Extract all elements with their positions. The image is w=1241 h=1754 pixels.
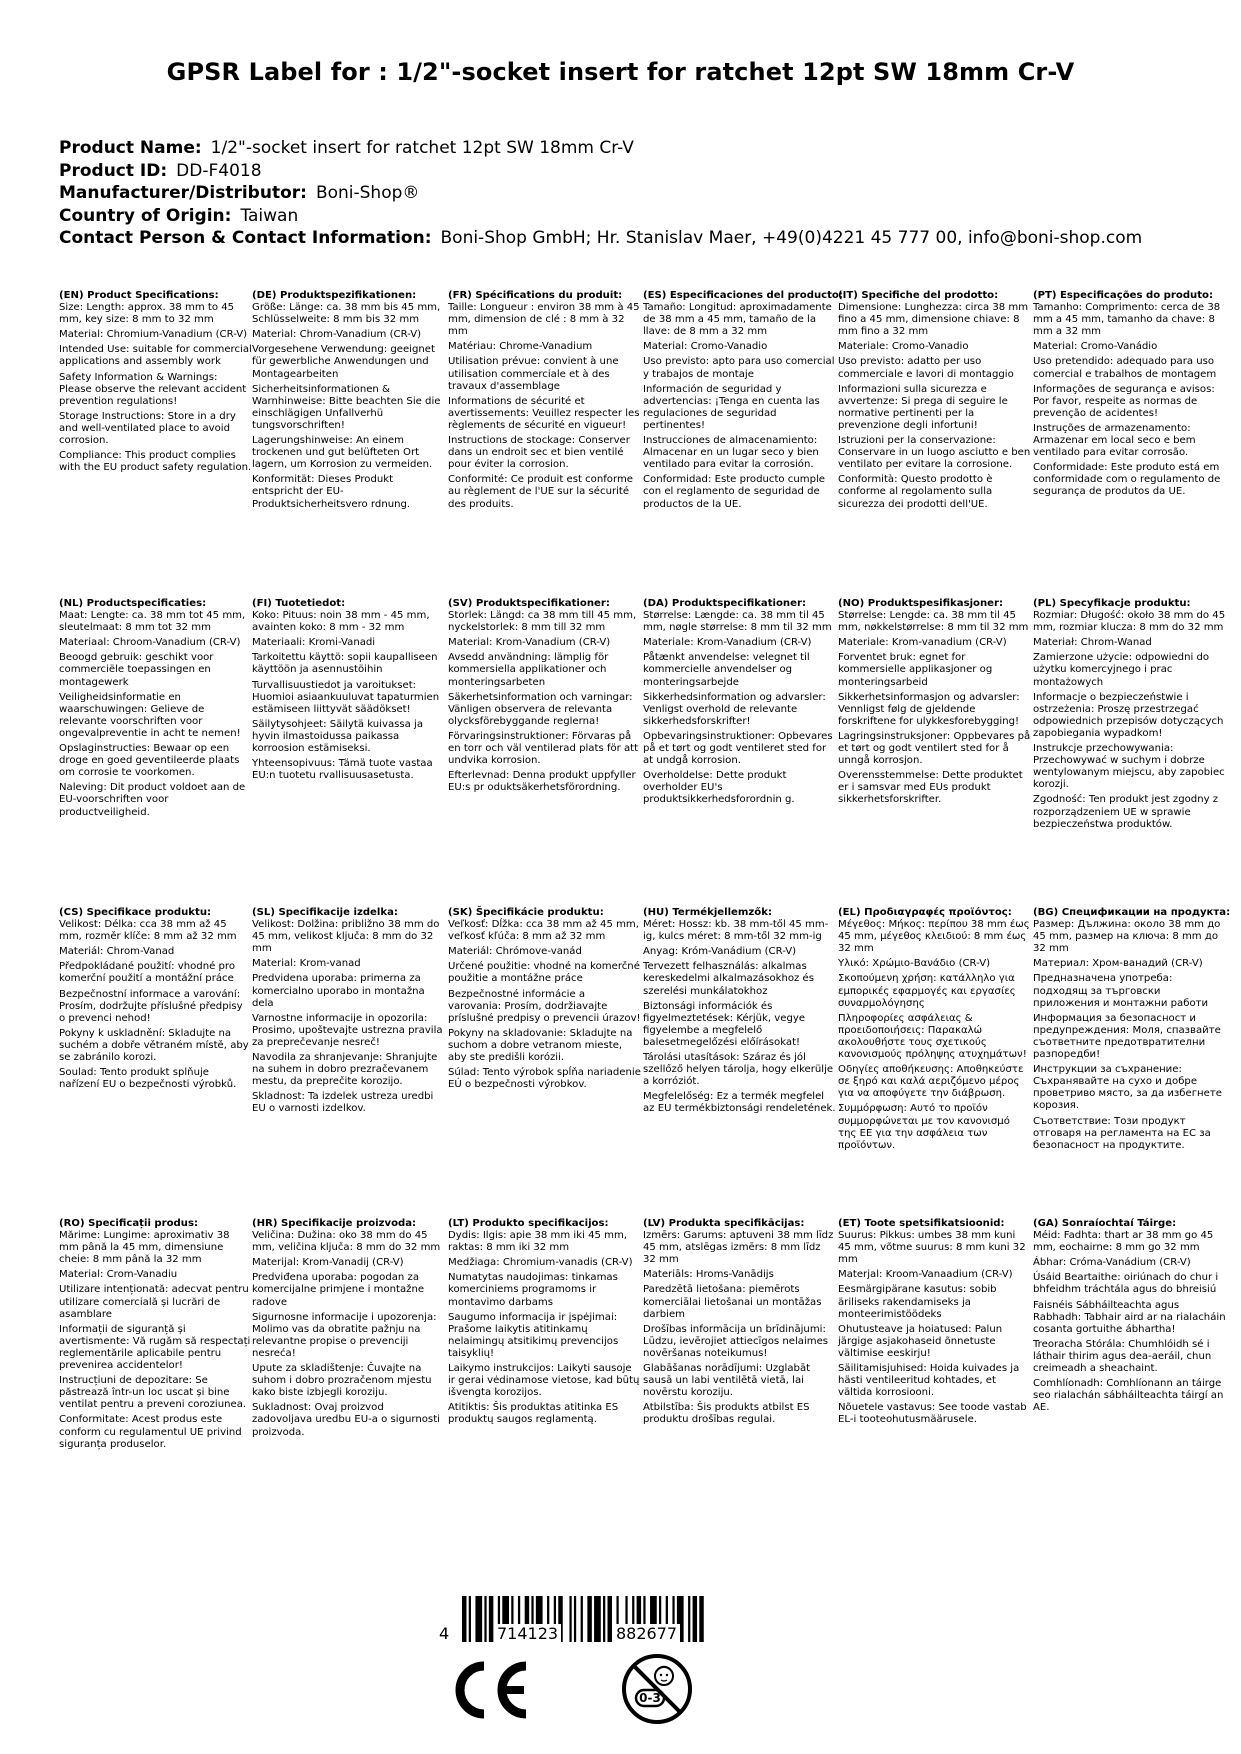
spec-paragraph: Lagringsinstruksjoner: Oppbevares på et tørt og godt ventilert sted for å unngå korrosjon. [838, 730, 1031, 767]
spec-paragraph: Påtænkt anvendelse: velegnet til kommercielle anvendelser og monteringsarbejde [643, 652, 810, 688]
spec-paragraph: Faisnéis Sábháilteachta agus Rabhadh: Tabhair aird ar na rialacháin cosanta gortuithe ábhartha! [1033, 1299, 1226, 1335]
spec-heading: (EL) Προδιαγραφές προϊόντος: [838, 907, 1012, 918]
spec-paragraph: Materiaali: Kromi-Vanadi [252, 637, 376, 649]
barcode-bar [581, 1596, 583, 1642]
spec-paragraph: Overensstemmelse: Dette produktet er i samsvar med EUs produkt sikkerhetsforskrifter. [838, 770, 1023, 806]
barcode-bar [475, 1596, 482, 1642]
spec-paragraph: Conformidad: Este producto cumple con el reglamento de seguridad de productos de la UE. [643, 474, 825, 510]
spec-paragraph: Úsáid Beartaithe: oiriúnach do chur i bhfeidhm tráchtála agus do bhreisiú [1033, 1272, 1219, 1296]
spec-paragraph: Utilisation prévue: convient à une utilisation commerciale et à des travaux d'assemblage [448, 356, 619, 392]
spec-paragraph: Uso pretendido: adequado para uso comercial e trabalhos de montagem [1033, 356, 1217, 380]
barcode-bar [688, 1596, 690, 1642]
spec-section [252, 598, 445, 785]
spec-paragraph: Säkerhetsinformation och varningar: Vänligen observera de relevanta olycksförebyggande reglerna! [448, 691, 633, 727]
product-name-row: Product Name: 1/2"-socket insert for ratchet 12pt SW 18mm Cr-V [59, 138, 634, 158]
barcode-bar [462, 1596, 466, 1642]
barcode-bar [608, 1596, 612, 1642]
barcode-bar [469, 1596, 471, 1642]
spec-paragraph: Информация за безопасност и предупреждения: Моля, спазвайте съответните предотвратителни разпоредби! [1033, 1012, 1221, 1061]
spec-paragraph: Instruções de armazenamento: Armazenar em local seco e bem ventilado para evitar corrosão. [1033, 422, 1196, 459]
spec-paragraph: Pokyny k uskladnění: Skladujte na suchém a dobře větraném místě, aby se zabránilo korozi. [59, 1027, 249, 1064]
spec-section [1033, 598, 1226, 834]
spec-paragraph: Ábhar: Cróma-Vanádium (CR-V) [1033, 1257, 1191, 1269]
spec-heading: (CS) Specifikace produktu: [59, 907, 212, 918]
spec-paragraph: Turvallisuustiedot ja varoitukset: Huomioi asiaankuuluvat tapaturmien estämiseen liittyvät säädökset! [252, 679, 440, 715]
spec-paragraph: Sikkerhetsinformasjon og advarsler: Vennligst følg de gjeldende forskriftene for ulykkesforebygging! [838, 691, 1020, 727]
spec-paragraph: Uso previsto: apto para uso comercial y trabajos de montaje [643, 356, 835, 380]
spec-paragraph: Storage Instructions: Store in a dry and well-ventilated place to avoid corrosion. [59, 410, 236, 447]
spec-paragraph: Material: Cromo-Vanadio [643, 341, 768, 353]
spec-paragraph: Σκοπούμενη χρήση: κατάλληλο για εμπορικές εφαρμογές και εργασίες συναρμολόγησης [838, 973, 1016, 1009]
barcode-bar [569, 1596, 571, 1642]
spec-paragraph: Tamanho: Comprimento: cerca de 38 mm a 45 mm, tamanho da chave: 8 mm a 32 mm [1033, 302, 1221, 338]
spec-paragraph: Predvidena uporaba: primerna za komercialno uporabo in montažna dela [252, 973, 425, 1009]
spec-paragraph: Biztonsági információk és figyelmeztetések: Kérjük, vegye figyelembe a megfelelő balesetmegelőzési előírásokat! [643, 1000, 806, 1048]
spec-paragraph: Mărime: Lungime: aproximativ 38 mm până la 45 mm, dimensiune cheie: 8 mm până la 32 mm [59, 1230, 230, 1266]
spec-paragraph: Nõuetele vastavus: See toode vastab EL-i tooteohutusmäärusele. [838, 1402, 1027, 1426]
spec-paragraph: Varnostne informacije in opozorila: Prosimo, upoštevajte ustrezna pravila za preprečevanje nesreč! [252, 1012, 443, 1048]
spec-paragraph: Zgodność: Ten produkt jest zgodny z rozporządzeniem UE w sprawie bezpieczeństwa produktów. [1033, 794, 1219, 830]
spec-paragraph: Tervezett felhasználás: alkalmas kereskedelmi alkalmazásokhoz és szerelési munkálatokhoz [643, 961, 815, 997]
spec-paragraph: Materiale: Krom-vanadium (CR-V) [838, 637, 1007, 649]
spec-paragraph: Material: Krom-vanad [252, 958, 361, 970]
spec-heading: (SL) Specifikacije izdelka: [252, 907, 398, 918]
spec-paragraph: Veľkosť: Dĺžka: cca 38 mm až 45 mm, veľkosť kľúča: 8 mm až 32 mm [448, 919, 639, 943]
spec-paragraph: Tamaño: Longitud: aproximadamente de 38 mm a 45 mm, tamaño de la llave: de 8 mm a 32 mm [643, 302, 832, 338]
spec-section [838, 907, 1031, 1155]
product-info [59, 137, 1142, 250]
spec-paragraph: Matériau: Chrome-Vanadium [448, 341, 593, 353]
spec-paragraph: Koko: Pituus: noin 38 mm - 45 mm, avainten koko: 8 mm - 32 mm [252, 610, 430, 634]
spec-paragraph: Sicherheitsinformationen & Warnhinweise: Bitte beachten Sie die einschlägigen Unfallverhü tungsvorschriften! [252, 383, 441, 431]
spec-paragraph: Numatytas naudojimas: tinkamas komerciniems programoms ir montavimo darbams [448, 1272, 618, 1308]
spec-paragraph: Glabāšanas norādījumi: Uzglabāt sausā un labi ventilētā vietā, lai novērstu koroziju. [643, 1363, 811, 1399]
contact-row: Contact Person & Contact Information: Boni-Shop GmbH; Hr. Stanislav Maer, +49(0)4221 45 777 00, info@boni-shop.com [59, 228, 1143, 248]
spec-section [643, 1218, 836, 1430]
spec-paragraph: Tarkoitettu käyttö: sopii kaupalliseen käyttöön ja asennustöihin [252, 652, 438, 676]
manufacturer-row: Manufacturer/Distributor: Boni-Shop® [59, 183, 420, 203]
spec-paragraph: Určené použitie: vhodné na komerčné použitie a montážne práce [448, 961, 640, 985]
spec-paragraph: Uso previsto: adatto per uso commerciale e lavori di montaggio [838, 356, 1014, 380]
spec-heading: (GA) Sonraíochtaí Táirge: [1033, 1218, 1177, 1229]
spec-heading: (PT) Especificações do produto: [1033, 290, 1214, 301]
barcode-bar [574, 1596, 576, 1642]
spec-paragraph: Méid: Fadhta: thart ar 38 mm go 45 mm, eochairne: 8 mm go 32 mm [1033, 1230, 1214, 1254]
spec-paragraph: Předpokládané použití: vhodné pro komerční použití a montážní práce [59, 961, 236, 985]
age-label: 0-3 [639, 1691, 661, 1705]
spec-paragraph: Material: Cromo-Vanádio [1033, 341, 1158, 353]
spec-paragraph: Velikost: Dolžina: približno 38 mm do 45 mm, velikost ključa: 8 mm do 32 mm [252, 919, 440, 955]
spec-paragraph: Съответствие: Този продукт отговаря на регламента на ЕС за безопасност на продуктите. [1033, 1115, 1211, 1151]
spec-paragraph: Предназначена употреба: подходящ за търговски приложения и монтажни работи [1033, 973, 1209, 1009]
spec-paragraph: Atitiktis: Šis produktas atitinka ES produktų saugos reglamentą. [448, 1402, 619, 1426]
spec-paragraph: Intended Use: suitable for commercial applications and assembly work [59, 344, 252, 368]
spec-heading: (ES) Especificaciones del producto: [643, 290, 843, 301]
barcode-bar [699, 1596, 703, 1642]
spec-section [643, 598, 836, 810]
spec-section [59, 598, 252, 822]
spec-paragraph: Maat: Lengte: ca. 38 mm tot 45 mm, sleutelmaat: 8 mm tot 32 mm [59, 610, 246, 634]
spec-heading: (NO) Produktspesifikasjoner: [838, 598, 1004, 609]
spec-section [448, 290, 641, 514]
spec-paragraph: Conformitate: Acest produs este conform cu regulamentul UE privind siguranța produselor. [59, 1414, 242, 1450]
page-title: GPSR Label for : 1/2"-socket insert for ratchet 12pt SW 18mm Cr-V [166, 58, 1075, 86]
spec-paragraph: Säilitamisjuhised: Hoida kuivades ja hästi ventileeritud kohtades, et vältida korrosiooni. [838, 1363, 1020, 1399]
spec-heading: (HR) Specifikacije proizvoda: [252, 1218, 417, 1229]
spec-section [448, 598, 641, 797]
ce-mark-icon [448, 1660, 530, 1720]
spec-paragraph: Materiał: Chrom-Wanad [1033, 637, 1152, 649]
spec-paragraph: Suurus: Pikkus: umbes 38 mm kuni 45 mm, võtme suurus: 8 mm kuni 32 mm [838, 1230, 1026, 1266]
country-row: Country of Origin: Taiwan [59, 205, 299, 226]
not-for-children-0-3-icon [620, 1652, 694, 1726]
spec-heading: (EN) Product Specifications: [59, 290, 219, 301]
spec-paragraph: Material: Krom-Vanadium (CR-V) [448, 637, 611, 649]
spec-section [448, 907, 641, 1094]
barcode-bar [594, 1596, 601, 1642]
spec-paragraph: Informations de sécurité et avertissements: Veuillez respecter les règlements de sécurité en vigueur! [448, 395, 640, 431]
spec-section [1033, 290, 1226, 502]
spec-paragraph: Anyag: Króm-Vanádium (CR-V) [643, 946, 797, 958]
spec-paragraph: Atbilstība: Šis produkts atbilst ES produktu drošības regulai. [643, 1402, 810, 1426]
spec-paragraph: Medžiaga: Chromium-vanadis (CR-V) [448, 1257, 633, 1269]
spec-paragraph: Beoogd gebruik: geschikt voor commerciële toepassingen en montagewerk [59, 652, 214, 688]
spec-paragraph: Ohutusteave ja hoiatused: Palun järgige asjakohaseid õnnetuste vältimise eeskirju! [838, 1323, 1003, 1359]
spec-paragraph: Taille: Longueur : environ 38 mm à 45 mm, dimension de clé : 8 mm à 32 mm [448, 302, 640, 338]
spec-paragraph: Veiligheidsinformatie en waarschuwingen: Gelieve de relevante voorschriften voor ongevalpreventie in acht te nemen! [59, 691, 241, 739]
spec-paragraph: Informacje o bezpieczeństwie i ostrzeżenia: Proszę przestrzegać odpowiednich przepisów dotyczących zapobiegania wypadkom! [1033, 691, 1224, 739]
spec-heading: (PL) Specyfikacje produktu: [1033, 598, 1191, 609]
spec-paragraph: Dydis: Ilgis: apie 38 mm iki 45 mm, raktas: 8 mm iki 32 mm [448, 1230, 628, 1254]
spec-heading: (NL) Productspecificaties: [59, 598, 207, 609]
spec-paragraph: Velikost: Délka: cca 38 mm až 45 mm, rozměr klíče: 8 mm až 32 mm [59, 919, 237, 943]
spec-paragraph: Conformità: Questo prodotto è conforme al regolamento sulla sicurezza dei prodotti dell'UE. [838, 474, 993, 510]
spec-paragraph: Izmērs: Garums: aptuveni 38 mm līdz 45 mm, atslēgas izmērs: 8 mm līdz 32 mm [643, 1230, 834, 1266]
spec-paragraph: Material: Crom-Vanadiu [59, 1269, 178, 1281]
spec-heading: (SV) Produktspecifikationer: [448, 598, 610, 609]
spec-paragraph: Storlek: Längd: ca 38 mm till 45 mm, nyckelstorlek: 8 mm till 32 mm [448, 610, 637, 634]
country-of-origin: Taiwan [240, 205, 299, 226]
spec-heading: (DA) Produktspecifikationer: [643, 598, 806, 609]
spec-paragraph: Förvaringsinstruktioner: Förvaras på en torr och väl ventilerad plats för att undvika korrosion. [448, 730, 639, 767]
barcode-bar [484, 1596, 486, 1642]
spec-paragraph: Material: Chromium-Vanadium (CR-V) [59, 329, 248, 341]
spec-paragraph: Zamierzone użycie: odpowiedni do użytku komercyjnego i prac montażowych [1033, 652, 1210, 688]
spec-heading: (BG) Спецификации на продукта: [1033, 907, 1231, 918]
spec-paragraph: Skladnost: Ta izdelek ustreza uredbi EU o varnosti izdelkov. [252, 1091, 434, 1115]
spec-paragraph: Bezpečnostné informácie a varovania: Prosím, dodržiavajte príslušné predpisy o prevencii úrazov! [448, 988, 641, 1024]
manufacturer: Boni-Shop® [315, 183, 420, 203]
spec-paragraph: Størrelse: Længde: ca. 38 mm til 45 mm, nøgle størrelse: 8 mm til 32 mm [643, 610, 832, 634]
spec-section [643, 290, 843, 514]
spec-paragraph: Saugumo informacija ir įspėjimai: Prašome laikytis atitinkamų nelaimingų atsitikimų prevencijos taisyklių! [448, 1311, 619, 1359]
spec-paragraph: Forventet bruk: egnet for kommersielle applikasjoner og monteringsarbeid [838, 652, 993, 688]
spec-section [252, 1218, 445, 1442]
spec-paragraph: Säilytysohjeet: Säilytä kuivassa ja hyvin ilmastoidussa paikassa korroosion estämiseksi. [252, 718, 424, 755]
spec-paragraph: Dimensione: Lunghezza: circa 38 mm fino a 45 mm, dimensione chiave: 8 mm fino a 32 mm [838, 302, 1029, 338]
spec-paragraph: Yhteensopivuus: Tämä tuote vastaa EU:n tuotetu rvallisuusasetusta. [252, 758, 433, 782]
spec-paragraph: Navodila za shranjevanje: Shranjujte na suhem in dobro prezračevanem mestu, da preprečite korozijo. [252, 1052, 438, 1088]
spec-paragraph: Méret: Hossz: kb. 38 mm-től 45 mm-ig, kulcs méret: 8 mm-től 32 mm-ig [643, 919, 829, 943]
spec-paragraph: Conformidade: Este produto está em conformidade com o regulamento de segurança de produtos da UE. [1033, 462, 1221, 498]
spec-paragraph: Upute za skladištenje: Čuvajte na suhom i dobro prozračenom mjestu kako biste izbjegli koroziju. [252, 1363, 432, 1399]
spec-paragraph: Размер: Дължина: около 38 mm до 45 mm, размер на ключа: 8 mm до 32 mm [1033, 919, 1221, 955]
spec-paragraph: Pokyny na skladovanie: Skladujte na suchom a dobre vetranom mieste, aby ste predišli korózii. [448, 1027, 633, 1064]
spec-heading: (FR) Spécifications du produit: [448, 290, 623, 301]
barcode-digits-mid: 714123 [494, 1624, 561, 1643]
spec-paragraph: Treoracha Stórála: Chumhlóidh sé i láthair thirim agus dea-aeráil, chun creimeadh a sheachaint. [1033, 1338, 1212, 1375]
spec-paragraph: Vorgesehene Verwendung: geeignet für gewerbliche Anwendungen und Montagearbeiten [252, 344, 435, 380]
spec-paragraph: Informazioni sulla sicurezza e avvertenze: Si prega di seguire le normative pertinenti per la prevenzione degli infortuni! [838, 383, 1008, 431]
spec-paragraph: Utilizare intenționată: adecvat pentru utilizare comercială și lucrări de asamblare [59, 1284, 249, 1320]
spec-paragraph: Informações de segurança e avisos: Por favor, respeite as normas de prevenção de acidentes! [1033, 383, 1215, 419]
spec-paragraph: Conformité: Ce produit est conforme au règlement de l'UE sur la sécurité des produits. [448, 474, 633, 510]
spec-paragraph: Инструкции за съхранение: Съхранявайте на сухо и добре проветриво място, за да избегнете корозия. [1033, 1064, 1222, 1112]
spec-paragraph: Materijal: Krom-Vanadij (CR-V) [252, 1257, 404, 1269]
spec-paragraph: Efterlevnad: Denna produkt uppfyller EU:s pr oduktsäkerhetsförordning. [448, 770, 636, 794]
spec-paragraph: Overholdelse: Dette produkt overholder EU's produktsikkerhedsforordnin g. [643, 770, 795, 806]
spec-paragraph: Informații de siguranță și avertismente: Vă rugăm să respectați reglementările aplicabile pentru prevenirea accidentelor! [59, 1323, 251, 1372]
barcode-bar [603, 1596, 605, 1642]
product-id: DD-F4018 [176, 160, 262, 181]
spec-paragraph: Materiál: Chrom-Vanad [59, 946, 175, 958]
spec-heading: (HU) Termékjellemzők: [643, 907, 772, 918]
spec-paragraph: Soulad: Tento produkt splňuje nařízení EU o bezpečnosti výrobků. [59, 1067, 237, 1091]
spec-paragraph: Materiaal: Chroom-Vanadium (CR-V) [59, 637, 241, 649]
spec-section [643, 907, 836, 1119]
spec-paragraph: Istruzioni per la conservazione: Conservare in un luogo asciutto e ben ventilato per evitare la corrosione. [838, 435, 1031, 471]
spec-paragraph: Instrucciones de almacenamiento: Almacenar en un lugar seco y bien ventilado para evitar la corrosión. [643, 435, 819, 471]
spec-paragraph: Predviđena uporaba: pogodan za komercijalne primjene i montažne radove [252, 1272, 425, 1308]
spec-paragraph: Οδηγίες αποθήκευσης: Αποθηκεύστε σε ξηρό και καλά αεριζόμενο μέρος για να αποφύγετε την διάβρωση. [838, 1064, 1024, 1100]
barcode-digits-right: 882677 [613, 1624, 680, 1643]
spec-section [252, 290, 445, 514]
spec-paragraph: Rozmiar: Długość: około 38 mm do 45 mm, rozmiar klucza: 8 mm do 32 mm [1033, 610, 1226, 634]
spec-paragraph: Størrelse: Lengde: ca. 38 mm til 45 mm, nøkkelstørrelse: 8 mm til 32 mm [838, 610, 1029, 634]
spec-heading: (DE) Produktspezifikationen: [252, 290, 417, 301]
barcode-bar [489, 1596, 493, 1642]
spec-section [1033, 1218, 1226, 1417]
spec-section [838, 598, 1031, 810]
spec-grid [59, 290, 1229, 1500]
spec-paragraph: Материал: Хром-ванадий (CR-V) [1033, 958, 1203, 970]
spec-section [838, 1218, 1031, 1430]
barcode-digit-left: 4 [436, 1624, 452, 1643]
spec-paragraph: Materiale: Cromo-Vanadio [838, 341, 969, 353]
contact-info: Boni-Shop GmbH; Hr. Stanislav Maer, +49(0)4221 45 777 00, info@boni-shop.com [440, 228, 1143, 248]
spec-paragraph: Konformität: Dieses Produkt entspricht der EU-Produktsicherheitsvero rdnung. [252, 474, 411, 510]
spec-paragraph: Sikkerhedsinformation og advarsler: Venligst overhold de relevante sikkerhedsforskrifter! [643, 691, 826, 727]
spec-heading: (SK) Špecifikácie produktu: [448, 907, 604, 918]
spec-paragraph: Compliance: This product complies with the EU product safety regulation. [59, 450, 252, 474]
spec-paragraph: Paredzētā lietošana: piemērots komerciālai lietošanai un montāžas darbiem [643, 1284, 822, 1320]
spec-paragraph: Safety Information & Warnings: Please observe the relevant accident prevention regulations! [59, 371, 247, 407]
spec-section [59, 907, 252, 1094]
spec-paragraph: Πληροφορίες ασφάλειας & προειδοποιήσεις: Παρακαλώ ακολουθήστε τους σχετικούς κανονισμούς πρόληψης ατυχημάτων! [838, 1012, 1027, 1061]
spec-paragraph: Información de seguridad y advertencias: ¡Tenga en cuenta las regulaciones de seguridad pertinentes! [643, 383, 820, 431]
spec-paragraph: Opbevaringsinstruktioner: Opbevares på et tørt og godt ventileret sted for at undgå korrosion. [643, 730, 833, 767]
spec-paragraph: Drošības informācija un brīdinājumi: Lūdzu, ievērojiet attiecīgos nelaimes novēršanas noteikumus! [643, 1323, 829, 1359]
spec-paragraph: Μέγεθος: Μήκος: περίπου 38 mm έως 45 mm, μέγεθος κλειδιού: 8 mm έως 32 mm [838, 919, 1030, 955]
spec-paragraph: Instructions de stockage: Conserver dans un endroit sec et bien ventilé pour éviter la corrosion. [448, 435, 630, 471]
spec-section [252, 907, 445, 1119]
spec-section [448, 1218, 641, 1430]
spec-paragraph: Avsedd användning: lämplig för kommersiella applikationer och monteringsarbeten [448, 652, 609, 688]
spec-heading: (LT) Produkto specifikacijos: [448, 1218, 609, 1229]
spec-paragraph: Υλικό: Χρώμιο-Βανάδιο (CR-V) [838, 958, 991, 970]
spec-section [59, 1218, 252, 1454]
barcode-bar [587, 1596, 591, 1642]
spec-paragraph: Eesmärgipärane kasutus: sobib äriliseks rakendamiseks ja monteerimistöödeks [838, 1284, 997, 1320]
spec-paragraph: Instrukcje przechowywania: Przechowywać w suchym i dobrze wentylowanym miejscu, aby zapobiec korozji. [1033, 743, 1225, 791]
spec-heading: (RO) Specificații produs: [59, 1218, 199, 1229]
spec-paragraph: Materjal: Kroom-Vanaadium (CR-V) [838, 1269, 1013, 1281]
product-name: 1/2"-socket insert for ratchet 12pt SW 18mm Cr-V [210, 138, 634, 158]
spec-paragraph: Bezpečnostní informace a varování: Prosím, dodržujte příslušné předpisy o prevenci nehod! [59, 988, 243, 1024]
spec-paragraph: Materiāls: Hroms-Vanādijs [643, 1269, 774, 1281]
product-id-row: Product ID: DD-F4018 [59, 160, 262, 181]
spec-paragraph: Tárolási utasítások: Száraz és jól szellőző helyen tárolja, hogy elkerülje a korróziót. [643, 1052, 834, 1088]
spec-paragraph: Lagerungshinweise: An einem trockenen und gut belüfteten Ort lagern, um Korrosion zu vermeiden. [252, 435, 433, 471]
barcode-bar [693, 1596, 697, 1642]
spec-paragraph: Veličina: Dužina: oko 38 mm do 45 mm, veličina ključa: 8 mm do 32 mm [252, 1230, 441, 1254]
spec-heading: (ET) Toote spetsifikatsioonid: [838, 1218, 1005, 1229]
spec-paragraph: Größe: Länge: ca. 38 mm bis 45 mm, Schlüsselweite: 8 mm bis 32 mm [252, 302, 441, 326]
spec-section [838, 290, 1031, 514]
spec-paragraph: Megfelelőség: Ez a termék megfelel az EU termékbiztonsági rendeletének. [643, 1091, 836, 1115]
spec-heading: (LV) Produkta specifikācijas: [643, 1218, 805, 1229]
spec-paragraph: Comhlíonadh: Comhlíonann an táirge seo rialachán sábháilteachta táirgí an AE. [1033, 1378, 1224, 1414]
spec-heading: (FI) Tuotetiedot: [252, 598, 346, 609]
spec-paragraph: Sukladnost: Ovaj proizvod zadovoljava uredbu EU-a o sigurnosti proizvoda. [252, 1402, 440, 1438]
spec-paragraph: Συμμόρφωση: Αυτό το προϊόν συμμορφώνεται με τον κανονισμό της ΕΕ για την ασφάλεια των προϊόντων. [838, 1103, 1010, 1151]
spec-paragraph: Opslaginstructies: Bewaar op een droge en goed geventileerde plaats om corrosie te voorkomen. [59, 743, 240, 779]
spec-paragraph: Instrucțiuni de depozitare: Se păstrează într-un loc uscat și bine ventilat pentru a preveni coroziunea. [59, 1375, 247, 1411]
spec-paragraph: Size: Length: approx. 38 mm to 45 mm, key size: 8 mm to 32 mm [59, 302, 235, 326]
spec-paragraph: Laikymo instrukcijos: Laikyti sausoje ir gerai vėdinamose vietose, kad būtų išvengta korozijos. [448, 1363, 640, 1399]
spec-section [59, 290, 252, 477]
spec-section [1033, 907, 1231, 1155]
spec-paragraph: Naleving: Dit product voldoet aan de EU-voorschriften voor productveiligheid. [59, 782, 246, 818]
spec-paragraph: Materiál: Chrómove-vanád [448, 946, 582, 958]
spec-paragraph: Material: Chrom-Vanadium (CR-V) [252, 329, 422, 341]
spec-paragraph: Súlad: Tento výrobok spĺňa nariadenie EÚ o bezpečnosti výrobkov. [448, 1067, 641, 1091]
spec-heading: (IT) Specifiche del prodotto: [838, 290, 999, 301]
spec-paragraph: Sigurnosne informacije i upozorenja: Molimo vas da obratite pažnju na relevantne propise o prevenciji nesreća! [252, 1311, 437, 1359]
spec-paragraph: Materiale: Krom-Vanadium (CR-V) [643, 637, 812, 649]
